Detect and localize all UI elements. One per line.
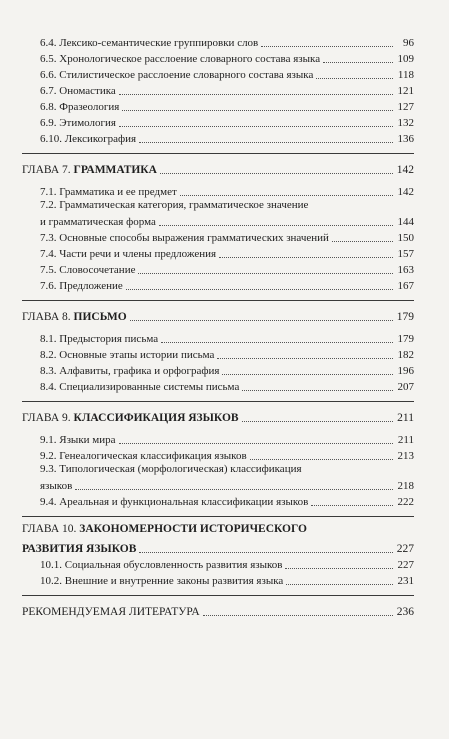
dot-leader [203,615,393,616]
entry-page: 157 [397,248,414,260]
entry-page: 132 [397,117,414,129]
toc-entry-9-1 [22,431,414,447]
entry-title: 6.7. Ономастика [40,85,116,97]
entry-page: 96 [403,37,414,49]
dot-leader [316,78,393,79]
section-divider [22,595,414,596]
chapter-10-heading [22,538,414,556]
toc-entry-8-2 [22,346,414,362]
toc-entry-6-7 [22,82,414,98]
chapter-prefix: ГЛАВА 8. [22,311,71,323]
chapter-page: 211 [397,412,414,424]
toc-entry-10-2 [22,572,414,588]
section-divider [22,516,414,517]
chapter-page: 142 [396,164,414,176]
dot-leader [138,273,393,274]
dot-leader [332,241,393,242]
entry-page: 231 [397,575,414,587]
dot-leader [286,584,393,585]
chapter-prefix: ГЛАВА 7. [22,164,71,176]
entry-page: 127 [397,101,414,113]
references-title: РЕКОМЕНДУЕМАЯ ЛИТЕРАТУРА [22,606,200,618]
dot-leader [126,289,393,290]
chapter-title: ГРАММАТИКА [73,164,157,176]
entry-page: 218 [397,480,414,492]
entry-title: 8.3. Алфавиты, графика и орфография [40,365,220,377]
toc-entry-6-9 [22,114,414,130]
section-divider [22,401,414,402]
dot-leader [160,173,393,174]
chapter-title-cont: РАЗВИТИЯ ЯЗЫКОВ [22,543,137,555]
toc-entry-9-2 [22,447,414,463]
references-page: 236 [396,606,414,618]
entry-page: 109 [397,53,414,65]
entry-page: 144 [397,216,414,228]
dot-leader [242,421,393,422]
entry-title: 8.1. Предыстория письма [40,333,159,345]
entry-page: 142 [397,186,414,198]
chapter-page: 179 [396,311,414,323]
section-divider [22,153,414,154]
chapter-title: КЛАССИФИКАЦИЯ ЯЗЫКОВ [73,412,239,424]
dot-leader [242,390,393,391]
dot-leader [219,257,393,258]
entry-title-cont: и грамматическая форма [40,216,156,228]
entry-title: 9.1. Языки мира [40,434,116,446]
references-entry [22,601,414,619]
dot-leader [311,505,393,506]
entry-title: 7.1. Грамматика и ее предмет [40,186,177,198]
toc-entry-7-2 [22,213,414,229]
dot-leader [159,225,393,226]
toc-entry-9-4 [22,493,414,509]
entry-page: 182 [397,349,414,361]
dot-leader [139,552,393,553]
entry-title: 6.10. Лексикография [40,133,137,145]
dot-leader [119,126,393,127]
dot-leader [180,195,393,196]
table-of-contents [22,0,414,619]
toc-entry-7-5 [22,261,414,277]
entry-title: 6.5. Хронологическое расслоение словарного состава языка [40,53,321,65]
dot-leader [139,142,393,143]
entry-page: 121 [397,85,414,97]
chapter-title: ЗАКОНОМЕРНОСТИ ИСТОРИЧЕСКОГО [79,523,307,535]
toc-entry-7-3 [22,229,414,245]
chapter-8-heading [22,306,414,324]
toc-entry-6-10 [22,130,414,146]
dot-leader [250,459,393,460]
entry-title: 7.4. Части речи и члены предложения [40,248,217,260]
dot-leader [222,374,393,375]
entry-title: 6.6. Стилистическое расслоение словарного состава языка [40,69,314,81]
toc-entry-6-5 [22,50,414,66]
chapter-prefix: ГЛАВА 10. [22,523,77,535]
entry-title: 8.4. Специализированные системы письма [40,381,240,393]
entry-page: 196 [397,365,414,377]
chapter-7-heading [22,159,414,177]
dot-leader [119,443,393,444]
dot-leader [323,62,393,63]
entry-page: 207 [397,381,414,393]
entry-title: 9.2. Генеалогическая классификация языков [40,450,247,462]
chapter-prefix: ГЛАВА 9. [22,412,71,424]
entry-title: 7.6. Предложение [40,280,123,292]
entry-title: 8.2. Основные этапы истории письма [40,349,215,361]
entry-page: 179 [397,333,414,345]
entry-page: 227 [397,559,414,571]
entry-page: 211 [397,434,414,446]
toc-entry-7-4 [22,245,414,261]
section-divider [22,300,414,301]
entry-page: 136 [397,133,414,145]
entry-page: 213 [397,450,414,462]
entry-title: 10.1. Социальная обусловленность развития языков [40,559,283,571]
toc-entry-6-8 [22,98,414,114]
dot-leader [285,568,393,569]
entry-title: 10.2. Внешние и внутренние законы развития языка [40,575,284,587]
dot-leader [261,46,393,47]
toc-entry-9-3 [22,477,414,493]
toc-entry-6-4 [22,34,414,50]
toc-entry-10-1 [22,556,414,572]
chapter-page: 227 [396,543,414,555]
dot-leader [161,342,393,343]
chapter-9-heading [22,407,414,425]
entry-title: 6.8. Фразеология [40,101,120,113]
chapter-10-heading-line1 [22,522,414,538]
toc-entry-8-3 [22,362,414,378]
dot-leader [75,489,393,490]
dot-leader [217,358,393,359]
toc-entry-7-1 [22,183,414,199]
entry-title: 7.5. Словосочетание [40,264,136,276]
entry-title: 6.9. Этимология [40,117,116,129]
toc-entry-8-4 [22,378,414,394]
dot-leader [119,94,393,95]
toc-entry-6-6 [22,66,414,82]
entry-title: 9.4. Ареальная и функциональная классификации языков [40,496,309,508]
entry-page: 150 [397,232,414,244]
chapter-title: ПИСЬМО [73,311,127,323]
entry-title: 6.4. Лексико-семантические группировки слов [40,37,259,49]
entry-page: 118 [397,69,414,81]
entry-title: 7.3. Основные способы выражения грамматических значений [40,232,329,244]
entry-page: 167 [397,280,414,292]
toc-entry-8-1 [22,330,414,346]
entry-title-cont: языков [40,480,73,492]
toc-entry-7-6 [22,277,414,293]
toc-entry-9-3-line1: 9.3. Типологическая (морфологическая) классификация [40,463,302,475]
entry-page: 163 [397,264,414,276]
dot-leader [130,320,393,321]
dot-leader [122,110,393,111]
toc-entry-7-2-line1: 7.2. Грамматическая категория, грамматическое значение [40,199,309,211]
entry-page: 222 [397,496,414,508]
